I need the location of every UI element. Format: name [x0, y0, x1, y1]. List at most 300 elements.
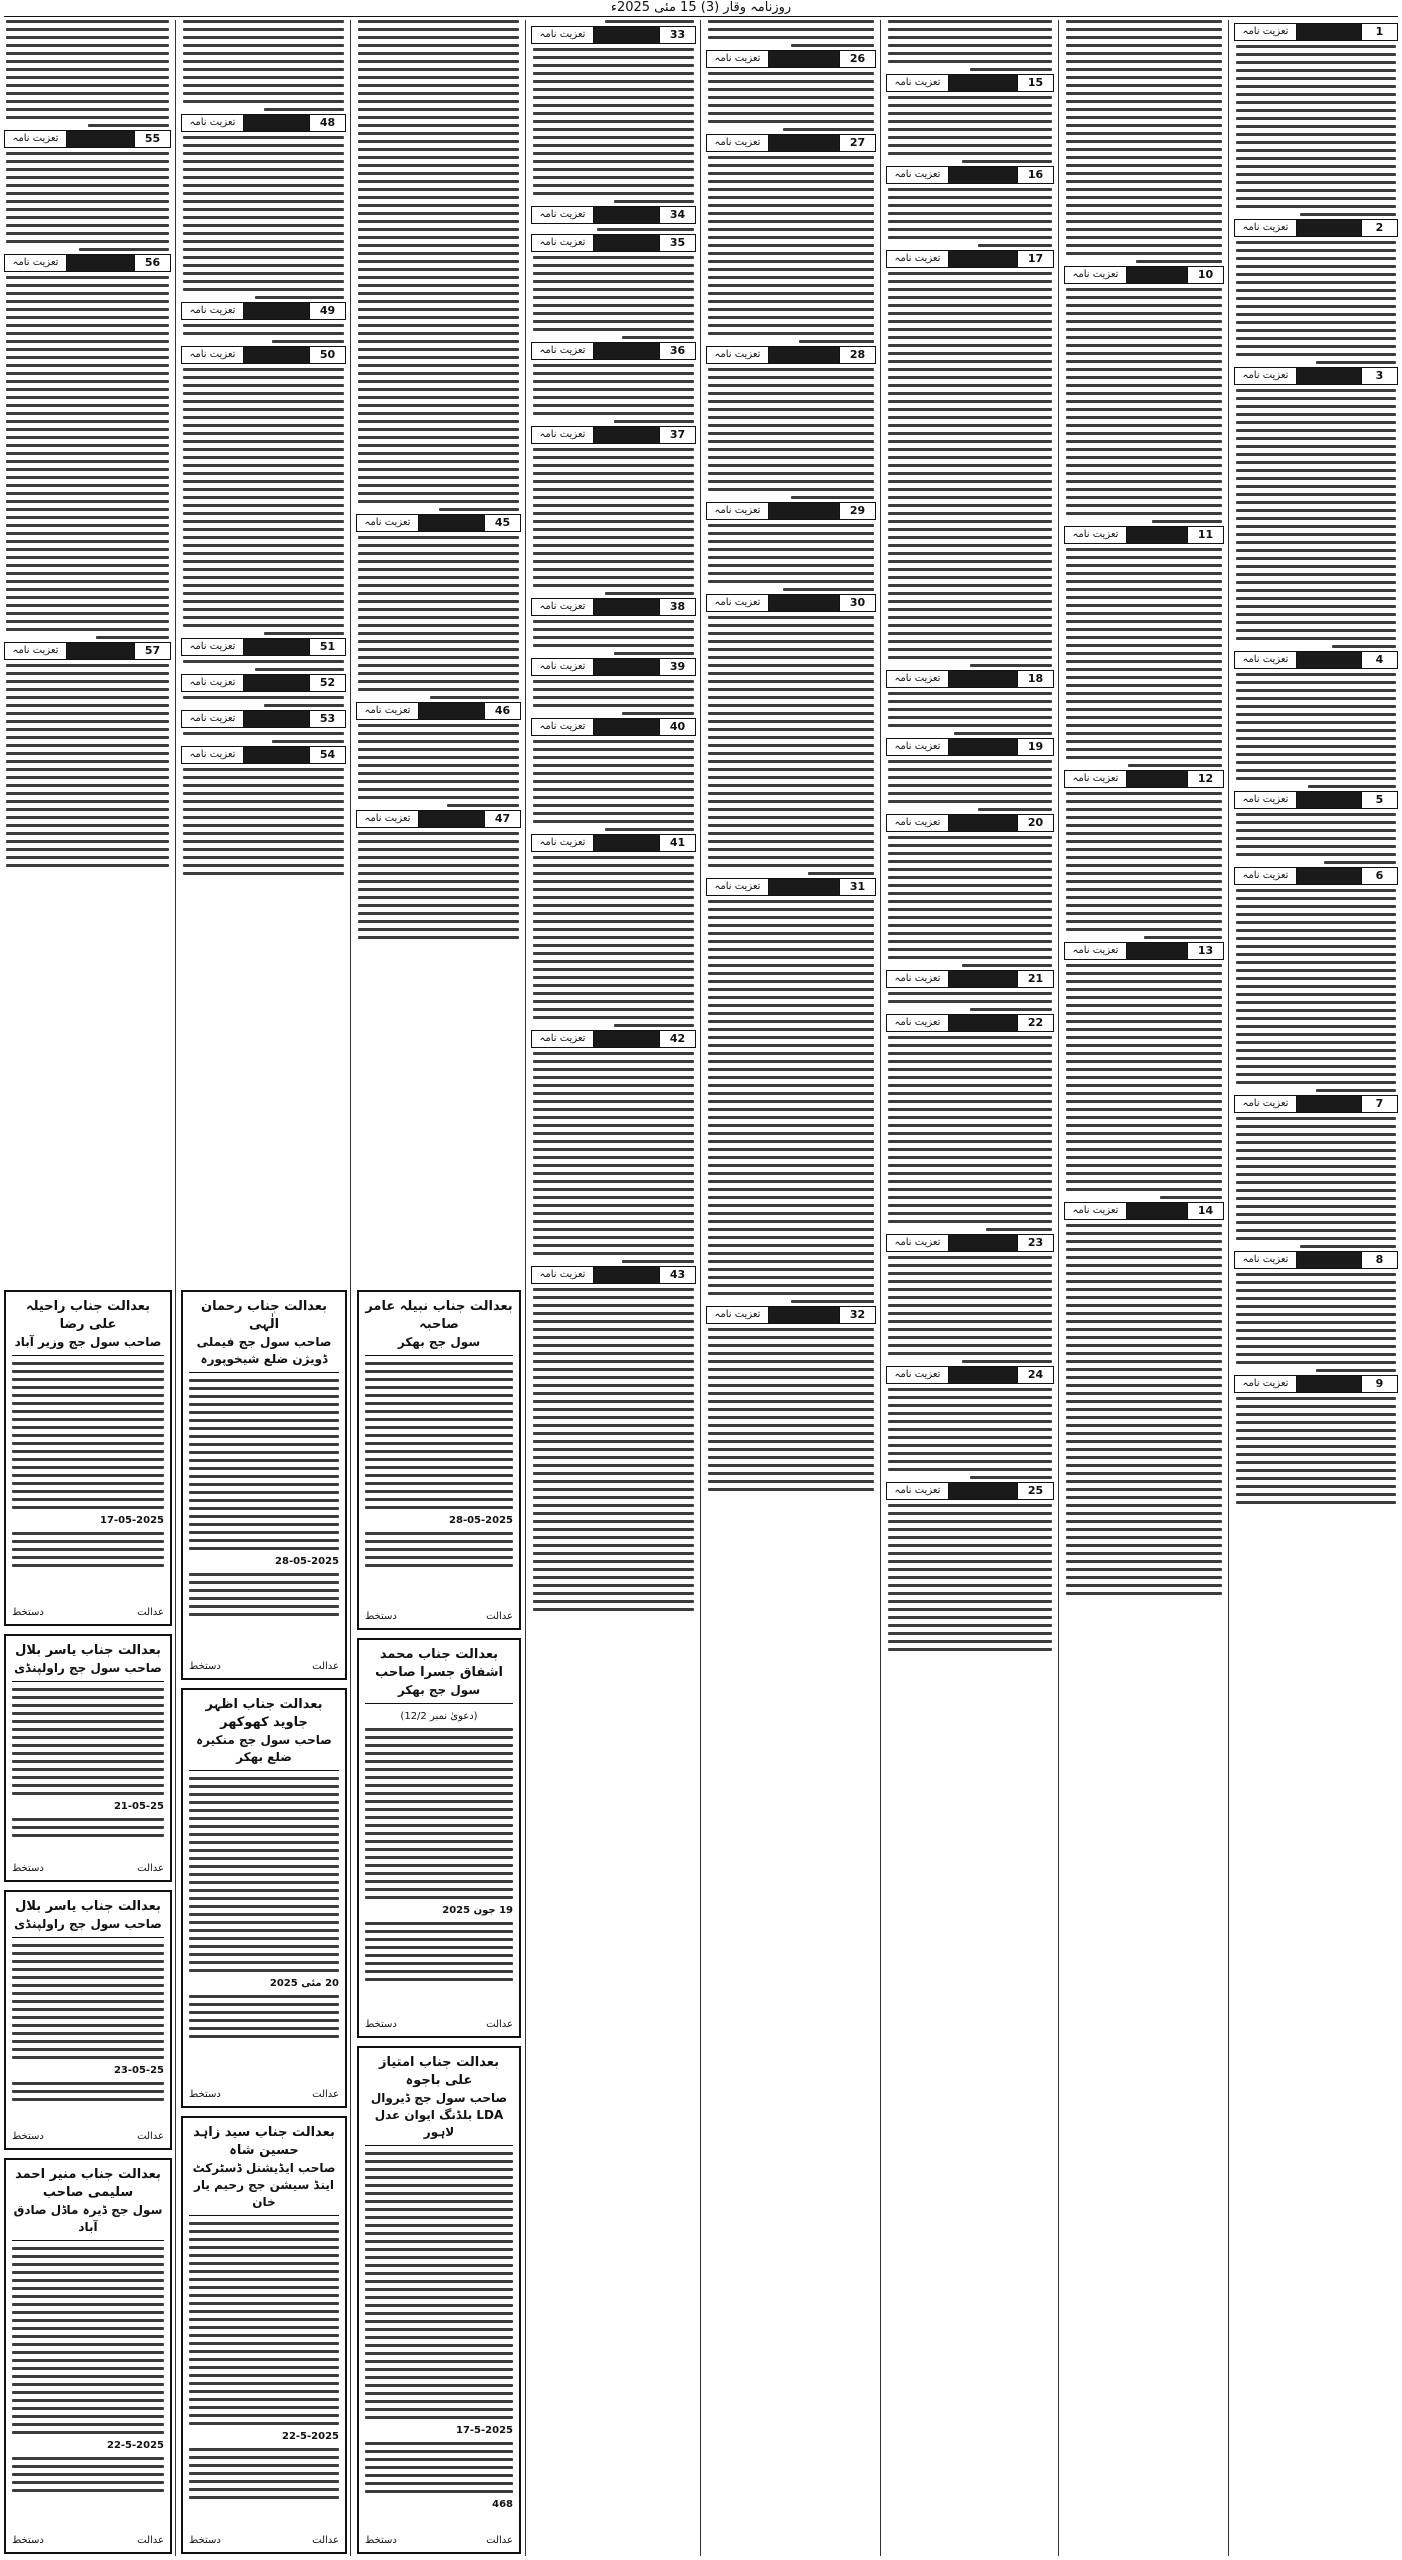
tender-header [181, 638, 346, 656]
tender-number: 8 [1361, 1252, 1397, 1268]
tender-number: 28 [839, 347, 875, 363]
notice-date: 28-05-2025 [275, 1556, 339, 1567]
tender-label: تعزیت نامہ [1065, 771, 1127, 787]
tender-number: 32 [839, 1307, 875, 1323]
tender-body [1234, 241, 1398, 364]
notice-court: صاحب سول جج راولپنڈی [12, 1916, 164, 1938]
tender-label: تعزیت نامہ [182, 747, 244, 763]
notice-sign: عدالت [312, 2535, 339, 2546]
notice-title: بعدالت جناب سید زاہد حسین شاہ [193, 2125, 335, 2158]
tender-number: 42 [659, 1031, 695, 1047]
court-notice-b [357, 1638, 521, 2038]
tender-label: تعزیت نامہ [707, 1307, 769, 1323]
tender-header [531, 234, 696, 252]
tender-header [1064, 526, 1224, 544]
column-rule [525, 20, 526, 2556]
tender-body [706, 72, 876, 131]
tender-header [531, 718, 696, 736]
column-7 [179, 20, 348, 1300]
tender-body [706, 524, 876, 591]
tender-number: 56 [134, 255, 170, 271]
notice-date: 17-05-2025 [100, 1515, 164, 1526]
tender-number: 11 [1187, 527, 1223, 543]
tender-body [886, 96, 1054, 163]
court-notice-a [357, 1290, 521, 1630]
tender-number: 15 [1017, 75, 1053, 91]
tender-body [886, 1504, 1054, 1651]
tender-label: تعزیت نامہ [1065, 943, 1127, 959]
tender-label: تعزیت نامہ [1235, 868, 1297, 884]
tender-label: تعزیت نامہ [1235, 1096, 1297, 1112]
tender-body [531, 680, 696, 715]
tender-header [1064, 266, 1224, 284]
tender-body [886, 1036, 1054, 1231]
tender-header [181, 674, 346, 692]
tender-label: تعزیت نامہ [182, 115, 244, 131]
court-notice-c [357, 2046, 521, 2554]
tender-number: 55 [134, 131, 170, 147]
tender-header [706, 594, 876, 612]
tender-label: تعزیت نامہ [532, 27, 594, 43]
tender-body [886, 20, 1054, 71]
tender-header [1234, 1095, 1398, 1113]
tender-header [706, 502, 876, 520]
notice-date: 23-05-25 [113, 2065, 164, 2076]
notice-court: سول جج بھکر [365, 1334, 513, 1356]
tender-header [1234, 367, 1398, 385]
tender-body [531, 1288, 696, 1611]
tender-label: تعزیت نامہ [5, 131, 67, 147]
tender-body [356, 724, 521, 807]
tender-label: تعزیت نامہ [182, 639, 244, 655]
tender-number: 25 [1017, 1483, 1053, 1499]
tender-number: 10 [1187, 267, 1223, 283]
tender-body [1234, 813, 1398, 864]
tender-body [531, 20, 696, 23]
tender-header [1234, 651, 1398, 669]
tender-header [1234, 791, 1398, 809]
tender-header [1234, 1375, 1398, 1393]
notice-ref: (دعویٰ نمبر 12/2) [400, 1711, 478, 1722]
tender-body [4, 664, 171, 867]
notice-title: بعدالت جناب یاسر بلال [15, 1643, 161, 1658]
notice-court: صاحب سول جج ڈیروال LDA بلڈنگ ایوان عدل لاہور [365, 2090, 513, 2146]
tender-body [886, 836, 1054, 967]
tender-number: 24 [1017, 1367, 1053, 1383]
tender-number: 51 [309, 639, 345, 655]
column-rule [700, 20, 701, 2556]
tender-body [886, 1388, 1054, 1479]
tender-label: تعزیت نامہ [1065, 1203, 1127, 1219]
tender-header [181, 302, 346, 320]
court-notice-i [4, 1890, 172, 2150]
tender-label: تعزیت نامہ [887, 671, 949, 687]
tender-label: تعزیت نامہ [5, 255, 67, 271]
tender-label: تعزیت نامہ [887, 75, 949, 91]
tender-number: 50 [309, 347, 345, 363]
tender-header [531, 834, 696, 852]
tender-body [886, 760, 1054, 811]
tender-label: تعزیت نامہ [707, 347, 769, 363]
notice-sign: دستخط [189, 2535, 221, 2546]
tender-body [531, 856, 696, 1027]
tender-body [886, 992, 1054, 1011]
notice-date: 17-5-2025 [455, 2425, 513, 2436]
tender-body [181, 324, 346, 343]
tender-number: 39 [659, 659, 695, 675]
tender-body [886, 692, 1054, 735]
tender-header [181, 114, 346, 132]
notice-sign: دستخط [189, 2089, 221, 2100]
tender-label: تعزیت نامہ [532, 1267, 594, 1283]
notice-sign: دستخط [12, 1607, 44, 1618]
notice-sign: عدالت [137, 1607, 164, 1618]
tender-header [886, 738, 1054, 756]
tender-label: تعزیت نامہ [1235, 1376, 1297, 1392]
tender-header [181, 710, 346, 728]
tender-body [531, 48, 696, 203]
tender-header [531, 26, 696, 44]
tender-header [1234, 1251, 1398, 1269]
masthead-rule [4, 16, 1398, 17]
tender-label: تعزیت نامہ [357, 703, 419, 719]
tender-number: 45 [484, 515, 520, 531]
tender-number: 47 [484, 811, 520, 827]
notice-sign: عدالت [486, 2535, 513, 2546]
tender-label: تعزیت نامہ [182, 675, 244, 691]
tender-header [4, 254, 171, 272]
tender-body [531, 364, 696, 423]
tender-label: تعزیت نامہ [532, 235, 594, 251]
column-6 [354, 20, 523, 1300]
tender-body [181, 368, 346, 635]
tender-header [706, 50, 876, 68]
notice-sign: عدالت [312, 2089, 339, 2100]
notice-date: 28-05-2025 [449, 1515, 513, 1526]
tender-header [886, 970, 1054, 988]
tender-number: 54 [309, 747, 345, 763]
notice-sign: دستخط [365, 2019, 397, 2030]
tender-body [886, 188, 1054, 247]
tender-body [1234, 1117, 1398, 1248]
tender-body [4, 20, 171, 127]
tender-body [181, 768, 346, 875]
tender-body [1234, 1273, 1398, 1372]
notice-title: بعدالت جناب منیر احمد سلیمی صاحب [15, 2167, 161, 2200]
tender-header [1064, 1202, 1224, 1220]
tender-number: 38 [659, 599, 695, 615]
notice-sign: عدالت [486, 1611, 513, 1622]
tender-body [1234, 673, 1398, 788]
notice-court: صاحب سول جج راولپنڈی [12, 1660, 164, 1682]
tender-body [531, 1052, 696, 1263]
tender-label: تعزیت نامہ [182, 347, 244, 363]
tender-body [706, 1328, 876, 1491]
tender-number: 7 [1361, 1096, 1397, 1112]
court-notice-j [4, 2158, 172, 2554]
tender-number: 46 [484, 703, 520, 719]
tender-label: تعزیت نامہ [182, 711, 244, 727]
notice-court: صاحب ایڈیشنل ڈسٹرکٹ اینڈ سیشن جج رحیم یار خان [189, 2160, 339, 2216]
tender-label: تعزیت نامہ [887, 739, 949, 755]
notice-number: 468 [492, 2499, 513, 2510]
court-notice-f [181, 2116, 347, 2554]
tender-header [886, 1482, 1054, 1500]
tender-number: 53 [309, 711, 345, 727]
tender-number: 23 [1017, 1235, 1053, 1251]
tender-number: 5 [1361, 792, 1397, 808]
tender-body [1064, 964, 1224, 1199]
tender-number: 35 [659, 235, 695, 251]
tender-header [886, 1014, 1054, 1032]
tender-number: 6 [1361, 868, 1397, 884]
notice-title: بعدالت جناب نبیلہ عامر صاحبہ [365, 1299, 513, 1332]
tender-body [1064, 1224, 1224, 1595]
tender-label: تعزیت نامہ [357, 811, 419, 827]
tender-label: تعزیت نامہ [532, 599, 594, 615]
tender-header [531, 1266, 696, 1284]
tender-label: تعزیت نامہ [887, 167, 949, 183]
tender-header [181, 746, 346, 764]
notice-title: بعدالت جناب رحمان الٰہی [200, 1299, 328, 1332]
notice-sign: دستخط [365, 2535, 397, 2546]
tender-body [706, 368, 876, 499]
tender-body [706, 20, 876, 47]
tender-body [531, 620, 696, 655]
tender-number: 26 [839, 51, 875, 67]
tender-body [1064, 20, 1224, 263]
tender-number: 21 [1017, 971, 1053, 987]
tender-header [1064, 770, 1224, 788]
tender-header [886, 670, 1054, 688]
column-5 [529, 20, 698, 2556]
tender-header [706, 1306, 876, 1324]
tender-label: تعزیت نامہ [707, 595, 769, 611]
tender-header [531, 342, 696, 360]
tender-label: تعزیت نامہ [707, 503, 769, 519]
notice-court: صاحب سول جج منکیرہ ضلع بھکر [189, 1732, 339, 1771]
tender-number: 12 [1187, 771, 1223, 787]
tender-body [1064, 792, 1224, 939]
tender-body [706, 616, 876, 875]
tender-label: تعزیت نامہ [887, 1015, 949, 1031]
tender-header [181, 346, 346, 364]
column-3 [884, 20, 1056, 2556]
tender-label: تعزیت نامہ [1235, 24, 1297, 40]
tender-number: 4 [1361, 652, 1397, 668]
tender-header [886, 814, 1054, 832]
tender-label: تعزیت نامہ [1065, 527, 1127, 543]
tender-body [1234, 45, 1398, 216]
tender-label: تعزیت نامہ [532, 1031, 594, 1047]
notice-date: 21-05-25 [113, 1801, 164, 1812]
tender-body [181, 732, 346, 743]
tender-label: تعزیت نامہ [887, 1235, 949, 1251]
column-rule [175, 20, 176, 2556]
tender-header [1234, 219, 1398, 237]
notice-sign: عدالت [137, 2131, 164, 2142]
tender-body [181, 660, 346, 671]
notice-date: 19 جون 2025 [442, 1905, 513, 1916]
tender-label: تعزیت نامہ [887, 1367, 949, 1383]
tender-body [706, 900, 876, 1303]
tender-body [1234, 1397, 1398, 1504]
tender-label: تعزیت نامہ [182, 303, 244, 319]
tender-header [886, 166, 1054, 184]
tender-number: 27 [839, 135, 875, 151]
tender-label: تعزیت نامہ [1235, 1252, 1297, 1268]
tender-number: 1 [1361, 24, 1397, 40]
tender-header [1234, 867, 1398, 885]
tender-label: تعزیت نامہ [532, 207, 594, 223]
tender-header [886, 1366, 1054, 1384]
column-2 [1062, 20, 1226, 2556]
tender-label: تعزیت نامہ [1235, 652, 1297, 668]
tender-label: تعزیت نامہ [532, 427, 594, 443]
tender-number: 34 [659, 207, 695, 223]
notice-court: صاحب سول جج فیملی ڈویژن ضلع شیخوپورہ [189, 1334, 339, 1373]
tender-number: 37 [659, 427, 695, 443]
tender-body [531, 740, 696, 831]
column-rule [350, 20, 351, 2556]
tender-number: 14 [1187, 1203, 1223, 1219]
tender-label: تعزیت نامہ [1235, 792, 1297, 808]
notice-sign: دستخط [12, 2131, 44, 2142]
tender-header [531, 426, 696, 444]
tender-number: 33 [659, 27, 695, 43]
tender-header [531, 1030, 696, 1048]
tender-label: تعزیت نامہ [887, 815, 949, 831]
tender-header [356, 702, 521, 720]
tender-label: تعزیت نامہ [532, 343, 594, 359]
tender-header [1064, 942, 1224, 960]
tender-number: 20 [1017, 815, 1053, 831]
notice-sign: عدالت [137, 2535, 164, 2546]
notice-date: 22-5-2025 [281, 2431, 339, 2442]
tender-number: 17 [1017, 251, 1053, 267]
tender-header [886, 1234, 1054, 1252]
tender-body [531, 228, 696, 231]
tender-number: 43 [659, 1267, 695, 1283]
tender-label: تعزیت نامہ [887, 1483, 949, 1499]
tender-number: 9 [1361, 1376, 1397, 1392]
notice-court: صاحب سول جج وزیر آباد [12, 1334, 164, 1356]
notice-date: 20 مئی 2025 [269, 1978, 339, 1989]
tender-header [531, 658, 696, 676]
tender-number: 18 [1017, 671, 1053, 687]
tender-number: 29 [839, 503, 875, 519]
notice-sign: عدالت [137, 1863, 164, 1874]
tender-body [531, 256, 696, 339]
tender-header [706, 878, 876, 896]
tender-label: تعزیت نامہ [1065, 267, 1127, 283]
notice-title: بعدالت جناب اظہر جاوید کھوکھر [205, 1697, 323, 1730]
column-4 [704, 20, 878, 2556]
tender-number: 13 [1187, 943, 1223, 959]
notice-sign: دستخط [12, 2535, 44, 2546]
court-notice-h [4, 1634, 172, 1882]
tender-label: تعزیت نامہ [532, 719, 594, 735]
tender-body [706, 156, 876, 343]
tender-body [1064, 548, 1224, 767]
tender-body [181, 136, 346, 299]
notice-title: بعدالت جناب محمد اشفاق جسرا صاحب [375, 1647, 503, 1680]
tender-number: 40 [659, 719, 695, 735]
tender-body [181, 696, 346, 707]
tender-header [706, 134, 876, 152]
tender-label: تعزیت نامہ [532, 835, 594, 851]
notice-title: بعدالت جناب راحیلہ علی رضا [25, 1299, 151, 1332]
tender-header [4, 130, 171, 148]
tender-header [356, 810, 521, 828]
column-rule [1058, 20, 1059, 2556]
tender-label: تعزیت نامہ [5, 643, 67, 659]
tender-body [1234, 889, 1398, 1092]
tender-number: 41 [659, 835, 695, 851]
tender-label: تعزیت نامہ [707, 51, 769, 67]
masthead-dateline: روزنامہ وقار (3) 15 مئی 2025ء [610, 0, 792, 15]
tender-label: تعزیت نامہ [887, 971, 949, 987]
column-8 [2, 20, 173, 1300]
notice-court: سول جج ڈیرہ ماڈل صادق آباد [12, 2202, 164, 2241]
tender-number: 3 [1361, 368, 1397, 384]
notice-sign: عدالت [486, 2019, 513, 2030]
tender-label: تعزیت نامہ [357, 515, 419, 531]
tender-body [356, 20, 521, 511]
tender-number: 22 [1017, 1015, 1053, 1031]
notice-title: بعدالت جناب امتیاز علی باجوہ [379, 2055, 499, 2088]
tender-body [4, 152, 171, 251]
tender-label: تعزیت نامہ [887, 251, 949, 267]
tender-number: 2 [1361, 220, 1397, 236]
tender-number: 31 [839, 879, 875, 895]
tender-number: 30 [839, 595, 875, 611]
tender-header [4, 642, 171, 660]
tender-label: تعزیت نامہ [707, 879, 769, 895]
notice-sign: دستخط [12, 1863, 44, 1874]
tender-label: تعزیت نامہ [532, 659, 594, 675]
tender-body [531, 448, 696, 595]
court-notice-e [181, 1688, 347, 2108]
tender-header [1234, 23, 1398, 41]
court-notice-d [181, 1290, 347, 1680]
notice-date: 22-5-2025 [106, 2440, 164, 2451]
tender-header [886, 74, 1054, 92]
column-rule [880, 20, 881, 2556]
tender-header [706, 346, 876, 364]
tender-body [356, 536, 521, 699]
column-1 [1232, 20, 1400, 2556]
tender-body [1234, 389, 1398, 648]
notice-sign: عدالت [312, 1661, 339, 1672]
tender-label: تعزیت نامہ [1235, 220, 1297, 236]
tender-number: 16 [1017, 167, 1053, 183]
tender-body [4, 276, 171, 639]
notice-sign: دستخط [365, 1611, 397, 1622]
tender-number: 52 [309, 675, 345, 691]
tender-header [886, 250, 1054, 268]
tender-number: 19 [1017, 739, 1053, 755]
tender-body [886, 272, 1054, 667]
notice-title: بعدالت جناب یاسر بلال [15, 1899, 161, 1914]
court-notice-g [4, 1290, 172, 1626]
tender-header [356, 514, 521, 532]
tender-body [356, 832, 521, 939]
tender-header [531, 206, 696, 224]
tender-number: 49 [309, 303, 345, 319]
notice-court: سول جج بھکر [365, 1682, 513, 1704]
tender-body [1064, 288, 1224, 523]
